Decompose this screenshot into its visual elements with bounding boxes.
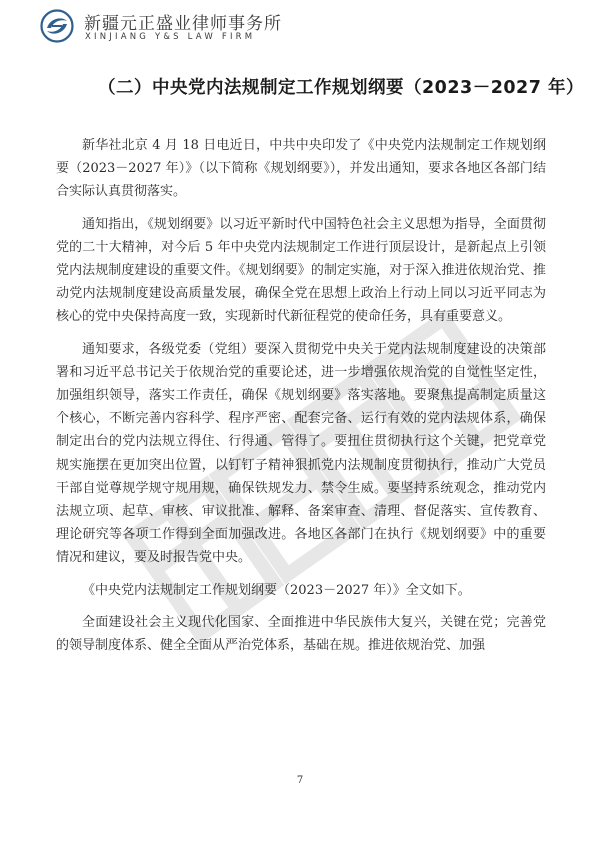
page-number: 7 (296, 775, 304, 786)
paragraph: 新华社北京 4 月 18 日电近日，中共中央印发了《中央党内法规制定工作规划纲要（2023－2027 年）》（以下简称《规划纲要》），并发出通知，要求各地区各部门结合实际认真贯彻落实。 (56, 138, 546, 200)
firm-name-cn: 新疆元正盛业律师事务所 (84, 14, 282, 34)
firm-name-en: XINJIANG Y&S LAW FIRM (85, 32, 256, 42)
page-header (40, 8, 340, 48)
document-body (56, 134, 546, 666)
paragraph: 通知指出，《规划纲要》以习近平新时代中国特色社会主义思想为指导，全面贯彻党的二十大精神，对今后 5 年中央党内法规制定工作进行顶层设计，是新起点上引领党内法规制度建设的重要文件。《规划纲要》的制定实施，对于深入推进依规治党、推动党内法规制度建设高质量发展，确保全党在思想上政治上行动上同以习近平同志为核心的党中央保持高度一致，实现新时代新征程党的使命任务，具有重要意义。 (56, 216, 546, 325)
law-firm-logo-icon (40, 9, 74, 43)
paragraph: 通知要求，各级党委（党组）要深入贯彻党中央关于党内法规制度建设的决策部署和习近平总书记关于依规治党的重要论述，进一步增强依规治党的自觉性坚定性，加强组织领导，落实工作责任，确保《规划纲要》落实落地。要聚焦提高制定质量这个核心，不断完善内容科学、程序严密、配套完备、运行有效的党内法规体系，确保制定出台的党内法规立得住、行得通、管得了。要扭住贯彻执行这个关键，把党章党规实施摆在更加突出位置，以钉钉子精神狠抓党内法规制度贯彻执行，推动广大党员干部自觉尊规学规守规用规，确保铁规发力、禁令生威。要坚持系统观念，推动党内法规立项、起草、审核、审议批准、解释、备案审查、清理、督促落实、宣传教育、理论研究等各项工作得到全面加强改进。各地区各部门在执行《规划纲要》中的重要情况和建议，要及时报告党中央。 (56, 341, 546, 566)
page-title: （二）中央党内法规制定工作规划纲要（2023－2027 年） (98, 78, 585, 98)
paragraph: 全面建设社会主义现代化国家、全面推进中华民族伟大复兴，关键在党；完善党的领导制度体系、健全全面从严治党体系，基础在规。推进依规治党、加强 (56, 614, 546, 654)
paragraph: 《中央党内法规制定工作规划纲要（2023－2027 年）》全文如下。 (82, 582, 471, 598)
